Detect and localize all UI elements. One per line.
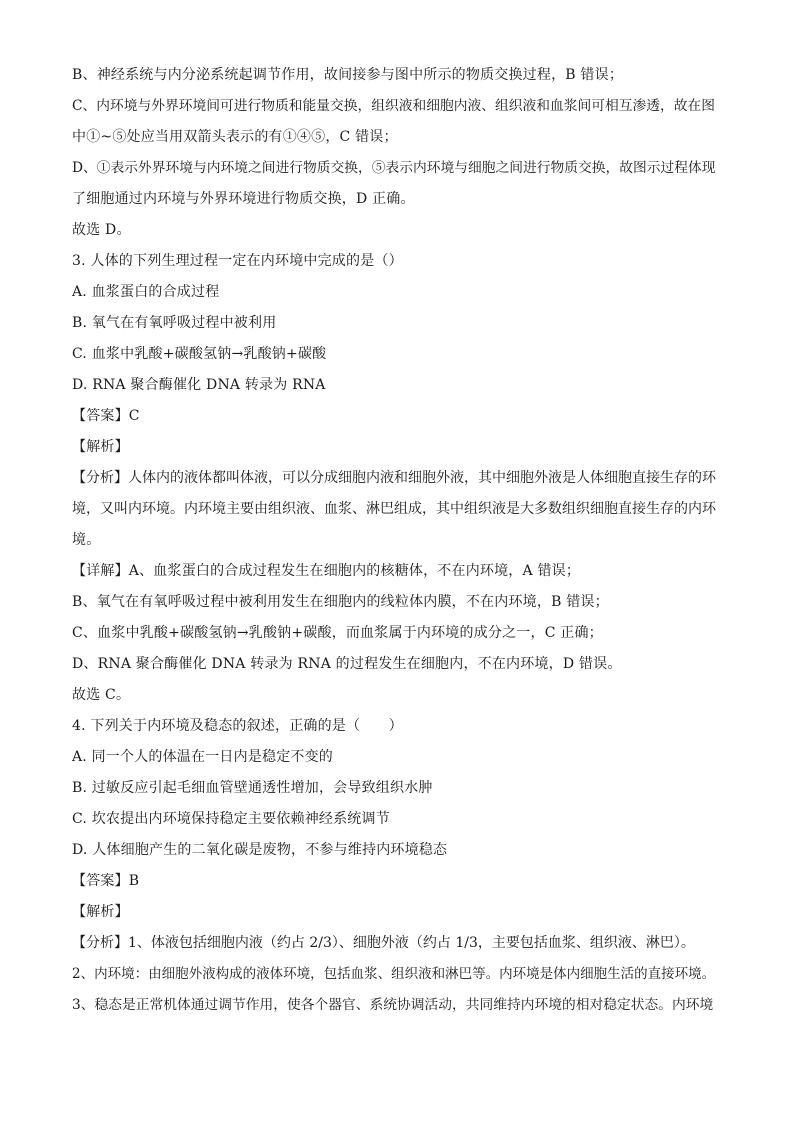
question-3-answer: 【答案】C (72, 408, 140, 424)
text-line: B、氧气在有氧呼吸过程中被利用发生在细胞内的线粒体内膜，不在内环境，B 错误； (72, 594, 609, 610)
question-3-option-b: B. 氧气在有氧呼吸过程中被利用 (72, 315, 277, 331)
text-line: C、血浆中乳酸+碳酸氢钠→乳酸钠+碳酸，而血浆属于内环境的成分之一，C 正确； (72, 625, 603, 641)
text-line: B、神经系统与内分泌系统起调节作用，故间接参与图中所示的物质交换过程，B 错误； (72, 67, 624, 83)
text-line: 【分析】人体内的液体都叫体液，可以分成细胞内液和细胞外液，其中细胞外液是人体细胞直接生存的环 (72, 470, 716, 486)
question-3-analysis-heading: 【解析】 (72, 439, 129, 455)
text-line: 3、稳态是正常机体通过调节作用，使各个器官、系统协调活动，共同维持内环境的相对稳定状态。内环境 (72, 997, 714, 1013)
text-line: 2、内环境：由细胞外液构成的液体环境，包括血浆、组织液和淋巴等。内环境是体内细胞生活的直接环境。 (72, 966, 716, 982)
question-4-option-c: C. 坎农提出内环境保持稳定主要依赖神经系统调节 (72, 811, 390, 827)
text-line: C、内环境与外界环境间可进行物质和能量交换，组织液和细胞内液、组织液和血浆间可相互渗透，故在图 (72, 98, 716, 114)
question-3-option-a: A. 血浆蛋白的合成过程 (72, 284, 220, 300)
question-4-stem: 4. 下列关于内环境及稳态的叙述，正确的是（ ） (72, 718, 403, 734)
question-4-analysis-heading: 【解析】 (72, 904, 129, 920)
question-4-option-a: A. 同一个人的体温在一日内是稳定不变的 (72, 749, 334, 765)
text-line: 【详解】A、血浆蛋白的合成过程发生在细胞内的核糖体，不在内环境，A 错误； (72, 563, 581, 579)
question-4-option-d: D. 人体细胞产生的二氧化碳是废物，不参与维持内环境稳态 (72, 842, 448, 858)
document-body (72, 60, 722, 1021)
text-line: 了细胞通过内环境与外界环境进行物质交换，D 正确。 (72, 191, 415, 207)
question-3-option-d: D. RNA 聚合酶催化 DNA 转录为 RNA (72, 377, 326, 393)
text-line: D、①表示外界环境与内环境之间进行物质交换，⑤表示内环境与细胞之间进行物质交换，故图示过程体现 (72, 160, 716, 176)
text-line: 境。 (72, 532, 101, 548)
question-3-stem: 3. 人体的下列生理过程一定在内环境中完成的是（） (72, 253, 403, 269)
question-3-option-c: C. 血浆中乳酸+碳酸氢钠→乳酸钠+碳酸 (72, 346, 327, 362)
text-line: 故选 D。 (72, 222, 131, 238)
text-line: 中①~⑤处应当用双箭头表示的有①④⑤，C 错误； (72, 129, 398, 145)
text-line: 故选 C。 (72, 687, 131, 703)
text-line: 【分析】1、体液包括细胞内液（约占 2/3）、细胞外液（约占 1/3，主要包括血浆、组织液、淋巴）。 (72, 935, 695, 951)
question-4-answer: 【答案】B (72, 873, 140, 889)
text-line: D、RNA 聚合酶催化 DNA 转录为 RNA 的过程发生在细胞内，不在内环境，D 错误。 (72, 656, 622, 672)
question-4-option-b: B. 过敏反应引起毛细血管壁通透性增加，会导致组织水肿 (72, 780, 433, 796)
text-line: 境，又叫内环境。内环境主要由组织液、血浆、淋巴组成，其中组织液是大多数组织细胞直接生存的内环 (72, 501, 716, 517)
